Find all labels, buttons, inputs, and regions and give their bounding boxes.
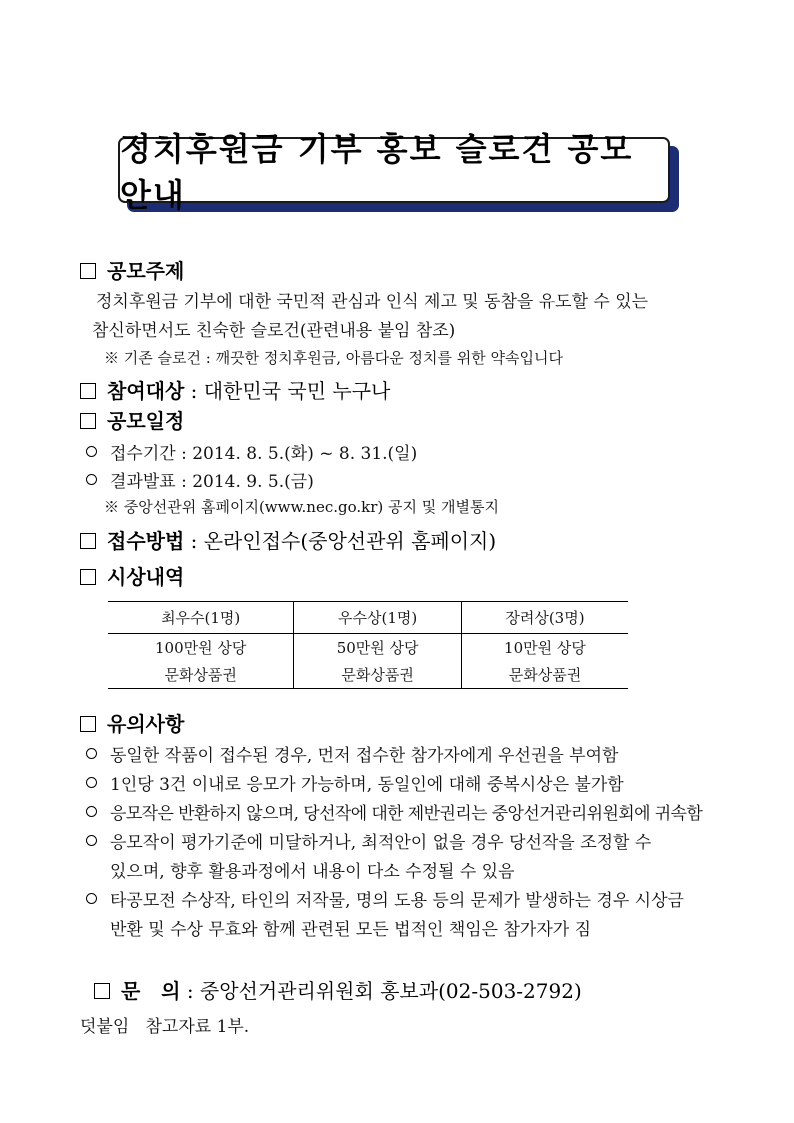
notes-continuation: 반환 및 수상 무효와 함께 관련된 모든 법적인 책임은 참가자가 짐 — [110, 920, 592, 940]
circle-bullet-icon — [86, 806, 97, 817]
topic-note: ※ 기존 슬로건 : 깨끗한 정치후원금, 아름다운 정치를 위한 약속입니다 — [104, 349, 563, 367]
section-notes-label: 유의사항 — [107, 712, 185, 736]
checkbox-square-icon — [80, 716, 96, 732]
prize-header-cell: 우수상(1명) — [294, 602, 462, 634]
checkbox-square-icon — [80, 533, 96, 549]
prize-amount-row — [108, 634, 628, 662]
section-schedule — [80, 405, 184, 434]
prize-table — [108, 601, 628, 689]
prize-amount-cell: 50만원 상당 — [294, 634, 462, 662]
checkbox-square-icon — [80, 569, 96, 585]
notes-item: 타공모전 수상작, 타인의 저작물, 명의 도용 등의 문제가 발생하는 경우 시상금 — [86, 886, 684, 911]
section-target — [80, 375, 390, 404]
schedule-item: 접수기간 : 2014. 8. 5.(화) ~ 8. 31.(일) — [86, 439, 417, 464]
circle-bullet-icon — [86, 777, 97, 788]
checkbox-square-icon — [80, 383, 96, 399]
notes-continuation: 있으며, 향후 활용과정에서 내용이 다소 수정될 수 있음 — [110, 862, 515, 882]
prize-type-cell: 문화상품권 — [461, 661, 628, 689]
prize-header-cell: 최우수(1명) — [108, 602, 294, 634]
notes-item: 동일한 작품이 접수된 경우, 먼저 접수한 참가자에게 우선권을 부여함 — [86, 741, 618, 766]
prize-header-row — [108, 602, 628, 634]
page-title: 정치후원금 기부 홍보 슬로건 공모 안내 — [120, 130, 634, 214]
section-target-value: : 대한민국 국민 누구나 — [184, 379, 391, 403]
notes-item: 응모작이 평가기준에 미달하거나, 최적안이 없을 경우 당선작을 조정할 수 — [86, 828, 651, 853]
topic-line-2: 참신하면서도 친숙한 슬로건(관련내용 붙임 참조) — [92, 321, 456, 341]
section-prizes — [80, 561, 184, 590]
attachment-note: 덧붙임 참고자료 1부. — [80, 1017, 250, 1037]
section-target-label: 참여대상 — [107, 379, 185, 403]
prize-type-cell: 문화상품권 — [164, 666, 237, 684]
section-method-label: 접수방법 — [107, 529, 185, 553]
prize-header-cell: 장려상(3명) — [461, 602, 628, 634]
circle-bullet-icon — [86, 748, 97, 759]
section-topic — [80, 255, 184, 284]
section-contact-value: : 중앙선거관리위원회 홍보과(02-503-2792) — [180, 979, 582, 1003]
section-method — [80, 525, 496, 554]
title-box — [118, 130, 674, 214]
schedule-item: 결과발표 : 2014. 9. 5.(금) — [86, 467, 314, 492]
circle-bullet-icon — [86, 474, 97, 485]
prize-type-cell: 문화상품권 — [294, 661, 462, 689]
topic-line-1: 정치후원금 기부에 대한 국민적 관심과 인식 제고 및 동참을 유도할 수 있는 — [96, 292, 649, 312]
section-notes — [80, 708, 184, 737]
section-contact-label: 문 의 — [120, 979, 181, 1003]
schedule-note: ※ 중앙선관위 홈페이지(www.nec.go.kr) 공지 및 개별통지 — [104, 498, 499, 516]
notes-item: 1인당 3건 이내로 응모가 가능하며, 동일인에 대해 중복시상은 불가함 — [86, 770, 624, 795]
circle-bullet-icon — [86, 446, 97, 457]
section-prizes-label: 시상내역 — [107, 565, 185, 589]
section-schedule-label: 공모일정 — [107, 409, 185, 433]
prize-type-row — [108, 661, 628, 689]
section-contact — [80, 951, 582, 1004]
title-frame — [118, 130, 670, 214]
circle-bullet-icon — [86, 835, 97, 846]
checkbox-square-icon — [80, 413, 96, 429]
section-method-value: : 온라인접수(중앙선관위 홈페이지) — [184, 529, 497, 553]
prize-amount-cell: 100만원 상당 — [154, 639, 247, 657]
section-topic-label: 공모주제 — [107, 259, 185, 283]
circle-bullet-icon — [86, 893, 97, 904]
prize-amount-cell: 10만원 상당 — [461, 634, 628, 662]
notes-item: 응모작은 반환하지 않으며, 당선작에 대한 제반권리는 중앙선거관리위원회에 귀속함 — [86, 799, 702, 824]
checkbox-square-icon — [80, 263, 96, 279]
checkbox-square-icon — [94, 983, 110, 999]
